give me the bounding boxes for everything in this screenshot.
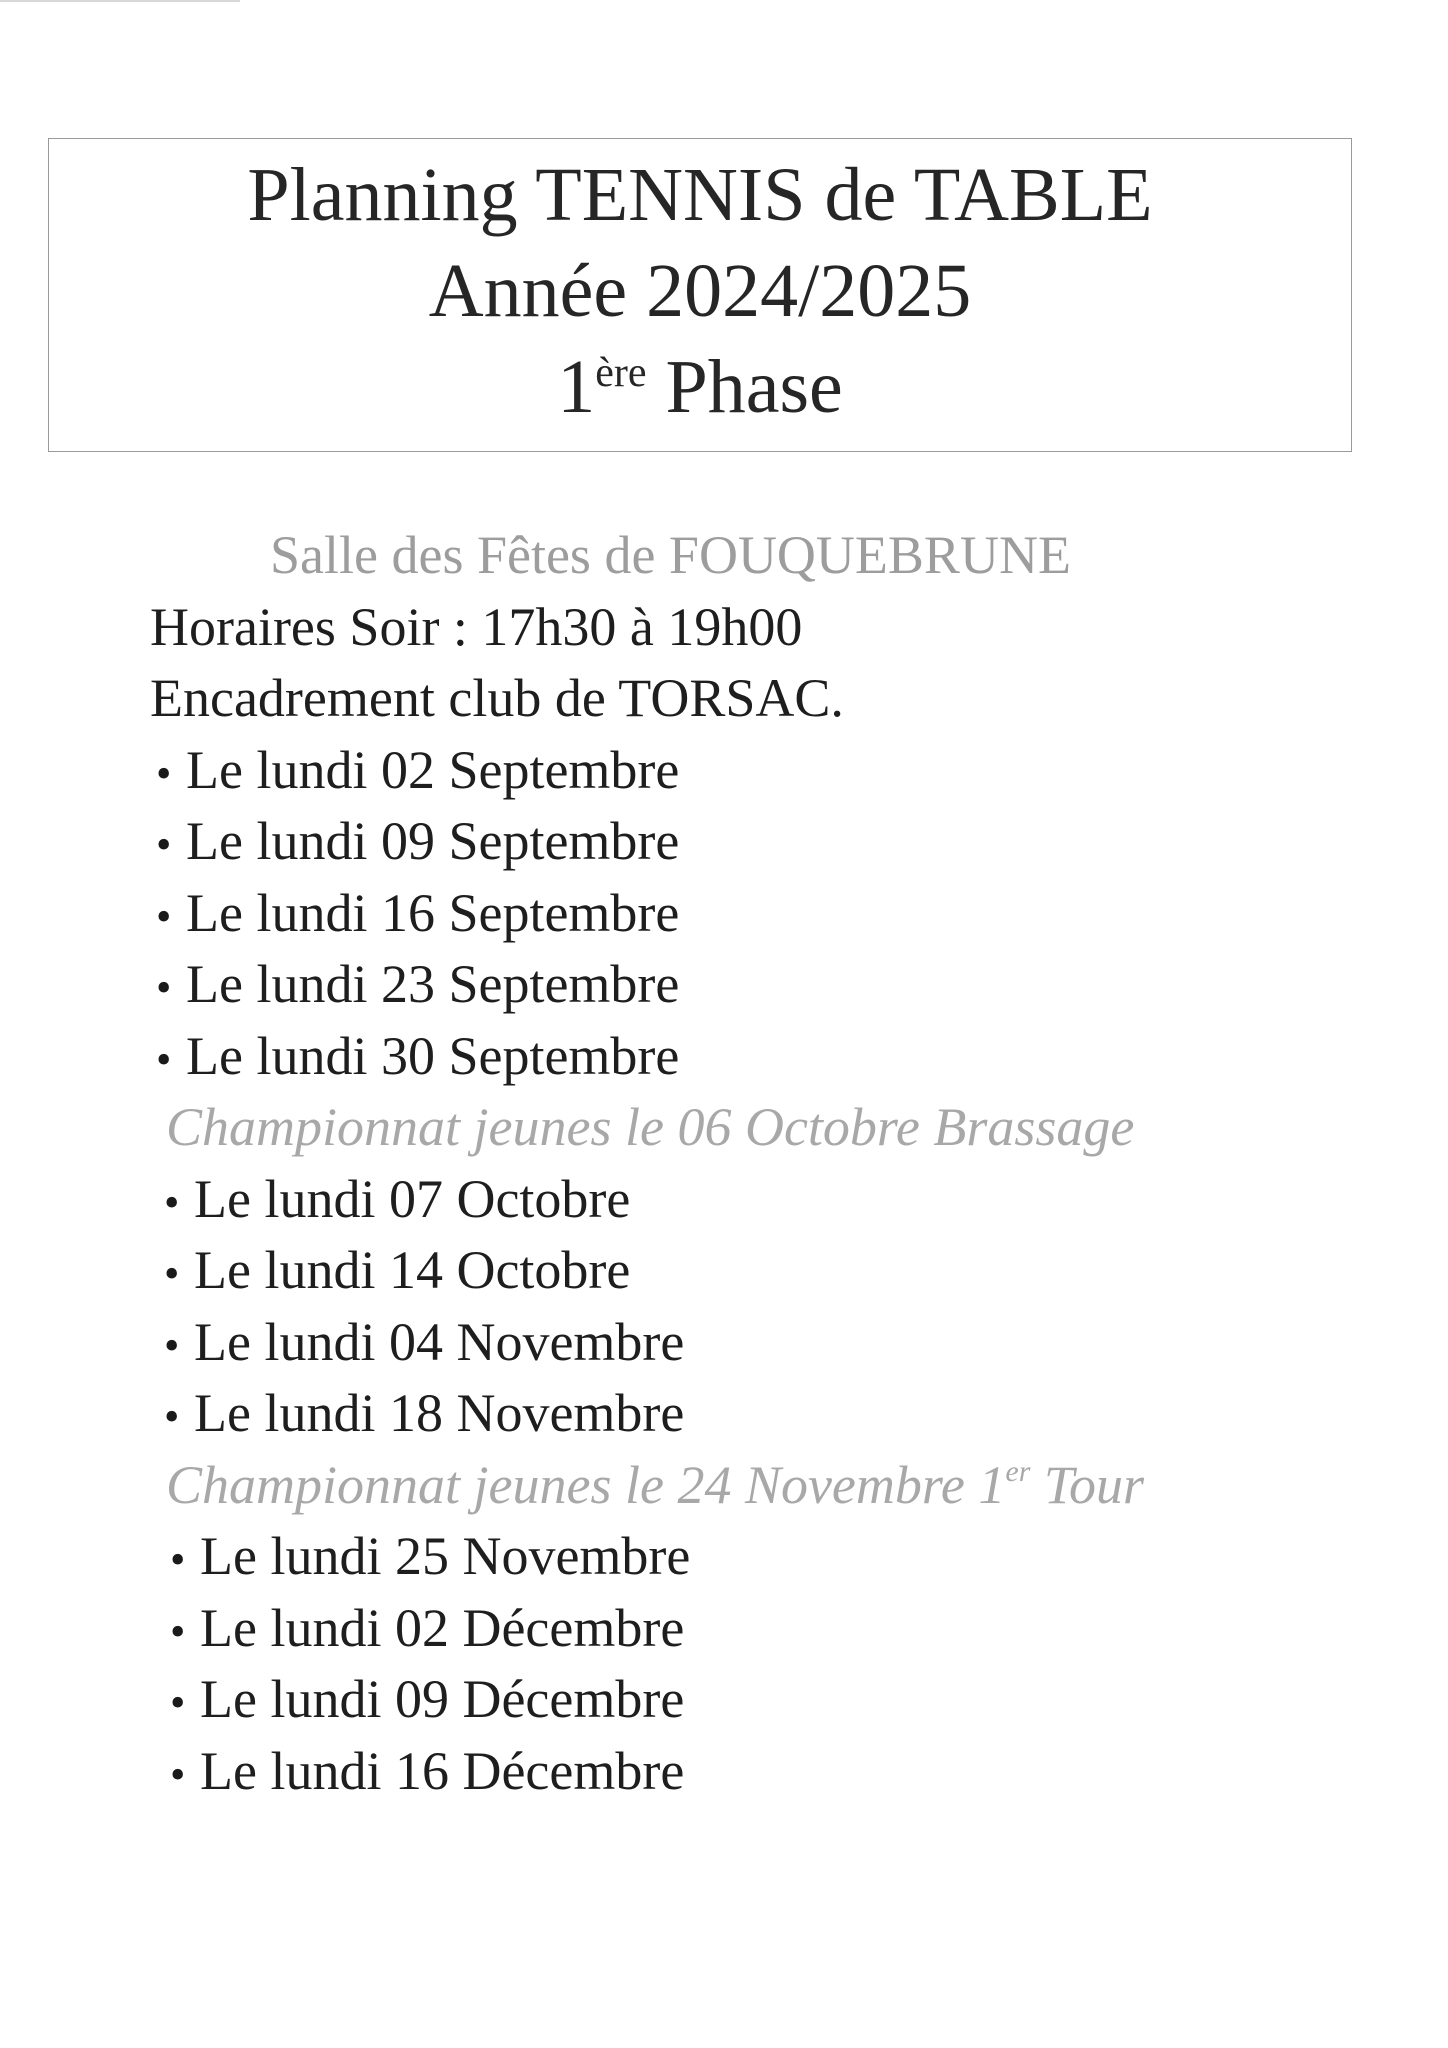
bullet-icon: • (164, 1249, 180, 1298)
supervision-text: Encadrement club de TORSAC. (150, 668, 844, 728)
list-item (150, 1378, 1330, 1450)
championship-event-november (150, 1450, 1330, 1522)
bullet-icon: • (170, 1749, 186, 1799)
session-date: Le lundi 16 Septembre (186, 882, 680, 943)
session-list-november-december (150, 1521, 1330, 1807)
session-date: Le lundi 04 Novembre (194, 1311, 685, 1372)
phase-number: 1 (557, 345, 596, 429)
bullet-icon: • (170, 1678, 186, 1727)
list-item (150, 1664, 1330, 1736)
event-text-after: Tour (1030, 1454, 1144, 1515)
session-date: Le lundi 25 Novembre (200, 1526, 691, 1586)
event-text-before: Championnat jeunes le 24 Novembre 1 (166, 1454, 1006, 1515)
list-item (150, 1593, 1330, 1665)
list-item (150, 949, 1330, 1021)
list-item (150, 1235, 1330, 1307)
list-item (150, 1307, 1330, 1379)
hours-text: Horaires Soir : 17h30 à 19h00 (150, 596, 803, 657)
session-list-september (150, 735, 1330, 1093)
season-year: Année 2024/2025 (428, 249, 972, 333)
bullet-icon: • (156, 1034, 172, 1084)
event-superscript: er (1005, 1454, 1031, 1488)
list-item (150, 806, 1330, 878)
session-date: Le lundi 07 Octobre (194, 1168, 631, 1229)
session-date: Le lundi 16 Décembre (200, 1740, 685, 1801)
venue-text: Salle des Fêtes de FOUQUEBRUNE (270, 525, 1071, 585)
list-item (150, 1521, 1330, 1593)
bullet-icon: • (164, 1177, 180, 1227)
session-date: Le lundi 23 Septembre (186, 954, 680, 1014)
session-date: Le lundi 09 Décembre (200, 1669, 685, 1729)
page-title: Planning TENNIS de TABLE (247, 153, 1153, 237)
championship-event-october: Championnat jeunes le 06 Octobre Brassage (166, 1097, 1135, 1157)
session-date: Le lundi 02 Décembre (200, 1597, 685, 1658)
list-item (150, 1736, 1330, 1808)
list-item (150, 1164, 1330, 1236)
session-date: Le lundi 02 Septembre (186, 739, 680, 800)
bullet-icon: • (170, 1606, 186, 1656)
bullet-icon: • (170, 1535, 186, 1584)
bullet-icon: • (156, 963, 172, 1012)
session-list-october-november (150, 1164, 1330, 1450)
bullet-icon: • (156, 748, 172, 798)
list-item (150, 878, 1330, 950)
scan-edge-line (0, 0, 240, 2)
bullet-icon: • (156, 820, 172, 869)
session-date: Le lundi 18 Novembre (194, 1383, 685, 1443)
title-box (48, 138, 1352, 452)
session-date: Le lundi 09 Septembre (186, 811, 680, 871)
schedule-content (150, 520, 1330, 1807)
session-date: Le lundi 30 Septembre (186, 1025, 680, 1086)
phase-label (49, 339, 1351, 435)
list-item (150, 1021, 1330, 1093)
phase-word: Phase (665, 345, 843, 429)
phase-superscript: ère (595, 350, 647, 396)
session-date: Le lundi 14 Octobre (194, 1240, 631, 1300)
bullet-icon: • (164, 1320, 180, 1370)
bullet-icon: • (156, 891, 172, 941)
bullet-icon: • (164, 1392, 180, 1441)
list-item (150, 735, 1330, 807)
